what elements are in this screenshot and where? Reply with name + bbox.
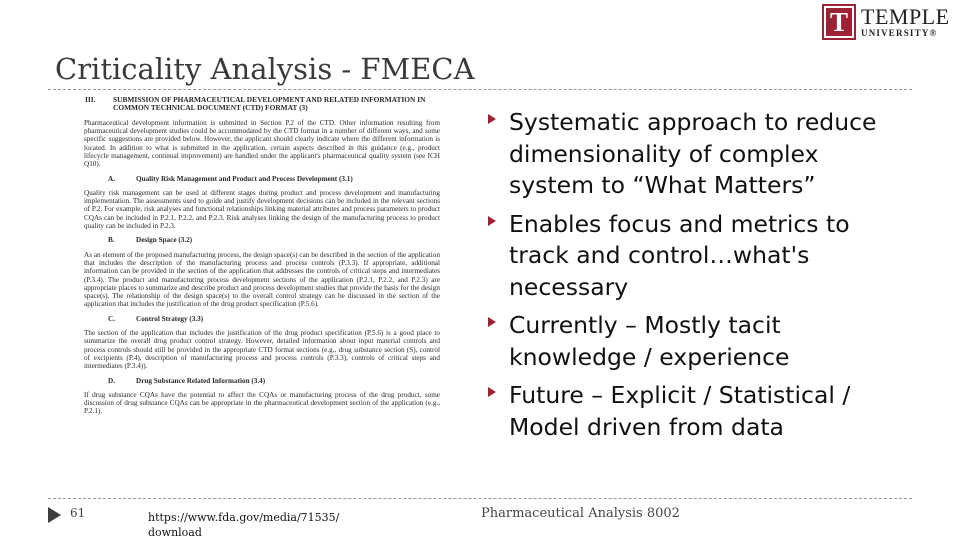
doc-section-heading: C. Control Strategy (3.3) (108, 314, 204, 323)
doc-section-body: If drug substance CQAs have the potential to affect the CQAs or manufacturing process of the drug product, some discussion of drug substance CQAs can be appropriate in the pharmaceutical development section of the application (e.g., P.2.1). (84, 390, 440, 416)
doc-section-body: Quality risk management can be used at different stages during product and process development and manufacturing implementation. The assessments used to guide and justify development decisions can be included in the relevant sections of P.2. For example, risk analyses and functional relationships linking material attributes and process parameters to product CQAs can be included in P.2.1, P.2.2, and P.2.3. Risk analyses linking the design of the manufacturing process to product quality can be included in P.2.3. (84, 188, 440, 231)
logo-name: TEMPLE (861, 4, 950, 29)
bullet-item: Enables focus and metrics to track and control…what's necessary (486, 209, 906, 304)
page-number: 61 (70, 506, 86, 520)
title-divider (48, 89, 912, 90)
triangle-bullet-icon (488, 216, 496, 226)
bullet-list (486, 107, 906, 450)
doc-section-body: As an element of the proposed manufacturing process, the design space(s) can be described in the section of the application that includes the description of the manufacturing process and process controls (P.3.3). If appropriate, additional information can be provided in the section of the application that addresses the controls of critical steps and intermediates (P.3.4). The product and manufacturing process development sections of the application (P.2.1, P.2.2, and P.2.3) are appropriate places to summarize and describe product and process development studies that provide the basis for the design space(s). The relationship of the design space(s) to the overall control strategy can be discussed in the section of the application that includes the justification of the drug product specification (P.5.6). (84, 250, 440, 309)
slide-title: Criticality Analysis - FMECA (55, 52, 475, 86)
triangle-bullet-icon (488, 387, 496, 397)
play-arrow-icon[interactable] (48, 507, 61, 523)
logo-subtitle: UNIVERSITY® (861, 28, 938, 38)
bullet-item: Systematic approach to reduce dimensionality of complex system to “What Matters” (486, 107, 906, 202)
triangle-bullet-icon (488, 317, 496, 327)
triangle-bullet-icon (488, 114, 496, 124)
temple-t-logo-icon: T (822, 4, 856, 40)
doc-section-body: The section of the application that includes the justification of the drug product specification (P.5.6) is a good place to summarize the overall drug product control strategy. However, detailed information about input material controls and process controls should still be provided in the appropriate CTD format sections (e.g., drug substance section (S), control of excipients (P.4), description of manufacturing process and process controls (P.3.3), controls of critical steps and intermediates (P.3.4)). (84, 329, 440, 371)
source-link[interactable]: https://www.fda.gov/media/71535/ download (148, 511, 340, 539)
footer-divider (48, 498, 912, 499)
doc-intro: Pharmaceutical development information is submitted in Section P.2 of the CTD. Other information resulting from pharmaceutical development studies could be accommodated by the CTD format in a number of different ways, and some specific suggestions are provided below. However, the applicant should clearly indicate where the different information is located. In addition to what is submitted in the application, certain aspects described in this guidance (e.g., product lifecycle management, continual improvement) are handled under the applicant's pharmaceutical quality system (see ICH Q10). (84, 118, 440, 169)
bullet-item: Currently – Mostly tacit knowledge / experience (486, 310, 906, 373)
course-name: Pharmaceutical Analysis 8002 (481, 506, 680, 521)
doc-heading: III. SUBMISSION OF PHARMACEUTICAL DEVELOPMENT AND RELATED INFORMATION IN COMMON TECHNICAL DOCUMENT (CTD) FORMAT (3) (85, 96, 426, 113)
fda-guidance-excerpt (80, 96, 440, 491)
bullet-item: Future – Explicit / Statistical / Model driven from data (486, 380, 906, 443)
temple-university-logo (822, 4, 950, 40)
doc-section-heading: A. Quality Risk Management and Product and Process Development (3.1) (108, 174, 353, 183)
doc-section-heading: B. Design Space (3.2) (108, 236, 193, 245)
doc-section-heading: D. Drug Substance Related Information (3.4) (108, 376, 266, 385)
